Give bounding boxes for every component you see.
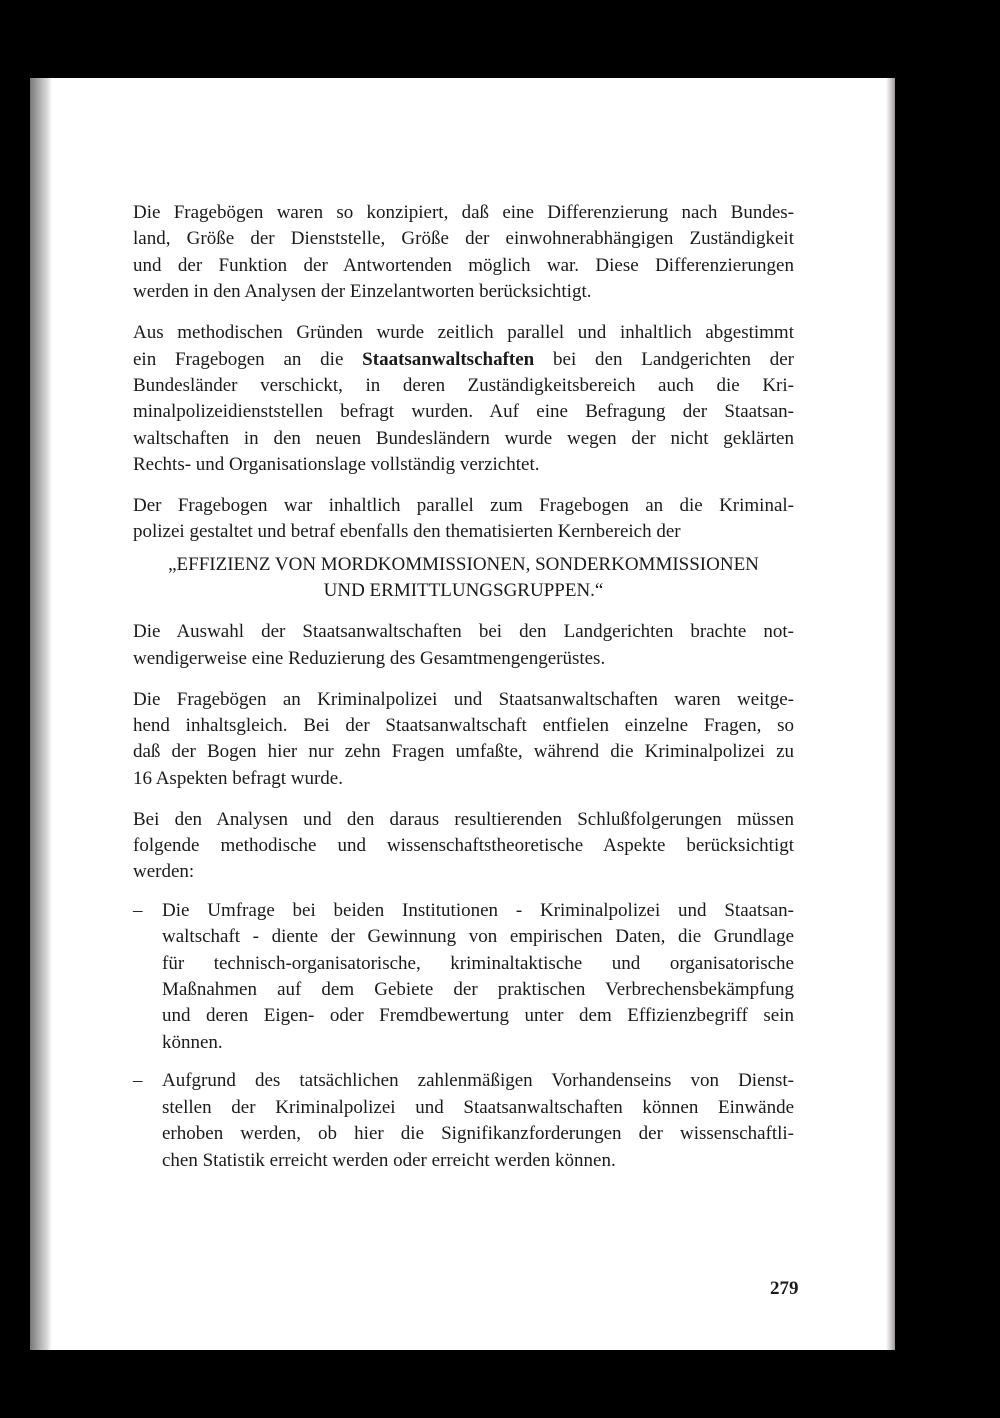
text-line: erhoben werden, ob hier die Signifikanzforderungen der wissenschaftli- bbox=[162, 1123, 794, 1145]
paragraph-1 bbox=[133, 200, 794, 306]
text-line: stellen der Kriminalpolizei und Staatsanwaltschaften können Einwände bbox=[162, 1096, 794, 1118]
text-segment: bei den Landgerichten der bbox=[534, 348, 794, 370]
heading-line: UND ERMITTLUNGSGRUPPEN.“ bbox=[323, 580, 604, 602]
text-line: daß der Bogen hier nur zehn Fragen umfaßte, während die Kriminalpolizei zu bbox=[133, 741, 794, 763]
page-number: 279 bbox=[770, 1278, 799, 1299]
text-line: hend inhaltsgleich. Bei der Staatsanwaltschaft entfielen einzelne Fragen, so bbox=[133, 714, 794, 736]
page-binding-shadow bbox=[30, 78, 52, 1350]
body-text bbox=[133, 200, 794, 1188]
text-line: Die Auswahl der Staatsanwaltschaften bei den Landgerichten brachte not- bbox=[133, 621, 794, 643]
bullet-item-2 bbox=[133, 1068, 794, 1174]
text-line: folgende methodische und wissenschaftstheoretische Aspekte berücksichtigt bbox=[133, 835, 794, 857]
text-line: minalpolizeidienststellen befragt wurden. Auf eine Befragung der Staatsan- bbox=[133, 401, 794, 423]
text-line: Maßnahmen auf dem Gebiete der praktischen Verbrechensbekämpfung bbox=[162, 979, 794, 1001]
book-page bbox=[30, 78, 895, 1350]
text-line: Die Umfrage bei beiden Institutionen - Kriminalpolizei und Staatsan- bbox=[162, 899, 794, 921]
bullet-item-1 bbox=[133, 898, 794, 1056]
text-line: Der Fragebogen war inhaltlich parallel zum Fragebogen an die Kriminal- bbox=[133, 495, 794, 517]
paragraph-2 bbox=[133, 320, 794, 478]
dash-bullet-icon: – bbox=[133, 899, 143, 921]
text-line: polizei gestaltet und betraf ebenfalls den thematisierten Kernbereich der bbox=[133, 521, 681, 543]
dash-bullet-icon: – bbox=[133, 1070, 143, 1092]
text-line: wendigerweise eine Reduzierung des Gesamtmengengerüstes. bbox=[133, 647, 606, 669]
text-line: land, Größe der Dienststelle, Größe der einwohnerabhängigen Zuständigkeit bbox=[133, 228, 794, 250]
bold-term: Staatsanwaltschaften bbox=[362, 348, 535, 370]
text-line bbox=[133, 347, 794, 373]
text-line: für technisch-organisatorische, kriminaltaktische und organisatorische bbox=[162, 952, 794, 974]
text-line: chen Statistik erreicht werden oder erreicht werden können. bbox=[162, 1149, 616, 1171]
text-line: werden: bbox=[133, 861, 195, 883]
heading-line: „EFFIZIENZ VON MORDKOMMISSIONEN, SONDERKOMMISSIONEN bbox=[168, 553, 759, 575]
text-segment: ein Fragebogen an die bbox=[133, 348, 363, 370]
quoted-heading bbox=[133, 552, 794, 605]
text-line: 16 Aspekten befragt wurde. bbox=[133, 767, 343, 789]
text-line: werden in den Analysen der Einzelantworten berücksichtigt. bbox=[133, 281, 592, 303]
text-line: Aus methodischen Gründen wurde zeitlich parallel und inhaltlich abgestimmt bbox=[133, 322, 794, 344]
text-line: waltschaften in den neuen Bundesländern wurde wegen der nicht geklärten bbox=[133, 427, 794, 449]
text-line: Rechts- und Organisationslage vollständig verzichtet. bbox=[133, 454, 540, 476]
text-line: können. bbox=[162, 1031, 223, 1053]
text-line: Aufgrund des tatsächlichen zahlenmäßigen Vorhandenseins von Dienst- bbox=[162, 1070, 794, 1092]
text-line: waltschaft - diente der Gewinnung von empirischen Daten, die Grundlage bbox=[162, 926, 794, 948]
paragraph-6 bbox=[133, 807, 794, 886]
text-line: Bei den Analysen und den daraus resultierenden Schlußfolgerungen müssen bbox=[133, 808, 794, 830]
paragraph-5 bbox=[133, 687, 794, 793]
paragraph-4 bbox=[133, 619, 794, 672]
text-line: Die Fragebögen waren so konzipiert, daß eine Differenzierung nach Bundes- bbox=[133, 202, 794, 223]
text-line: Die Fragebögen an Kriminalpolizei und Staatsanwaltschaften waren weitge- bbox=[133, 688, 794, 710]
text-line: und deren Eigen- oder Fremdbewertung unter dem Effizienzbegriff sein bbox=[162, 1005, 794, 1027]
text-line: Bundesländer verschickt, in deren Zuständigkeitsbereich auch die Kri- bbox=[133, 374, 794, 396]
page-edge bbox=[886, 78, 895, 1350]
text-line: und der Funktion der Antwortenden möglich war. Diese Differenzierungen bbox=[133, 254, 794, 276]
paragraph-3 bbox=[133, 493, 794, 546]
